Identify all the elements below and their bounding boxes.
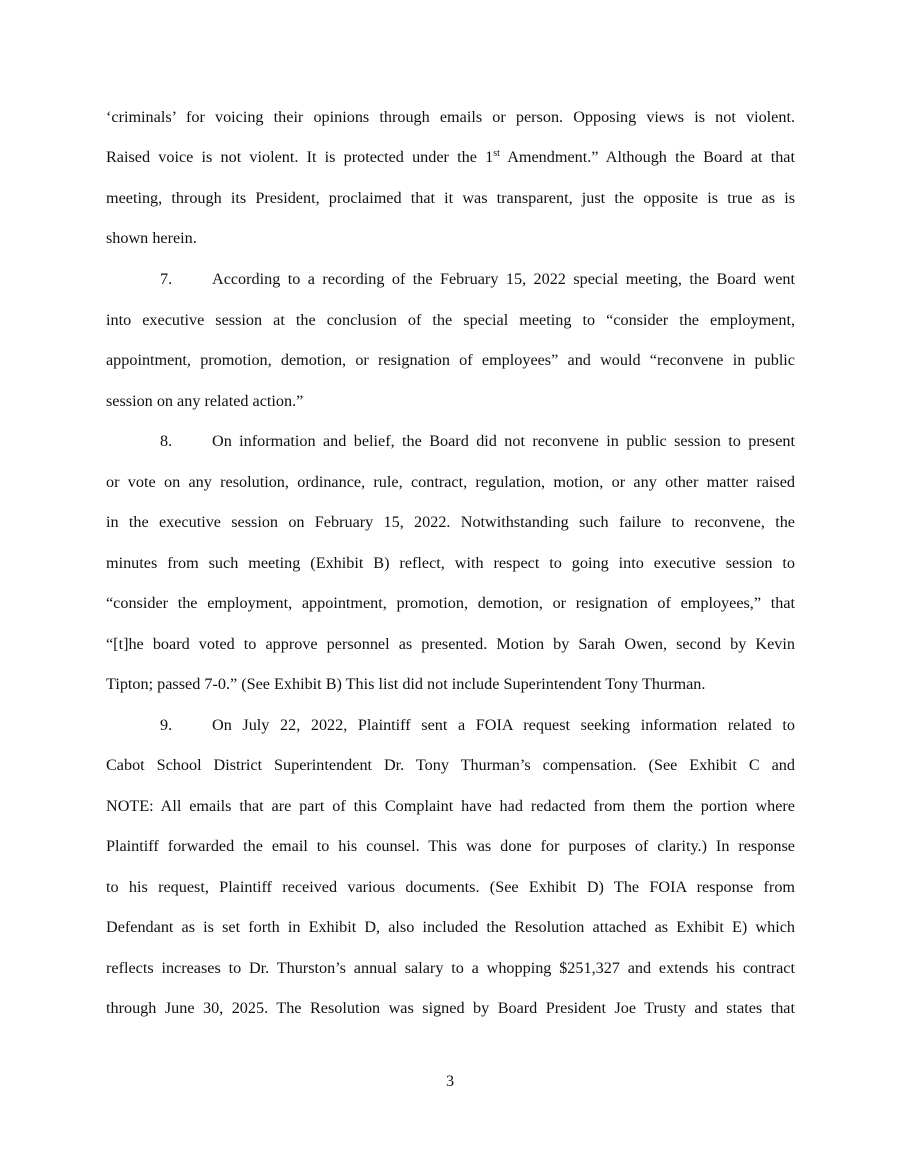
paragraph-9-line-5: to his request, Plaintiff received various documents. (See Exhibit D) The FOIA response from xyxy=(106,878,795,896)
paragraph-7-line-2: into executive session at the conclusion of the special meeting to “consider the employment, xyxy=(106,311,795,329)
paragraph-8-line-4: minutes from such meeting (Exhibit B) reflect, with respect to going into executive session to xyxy=(106,554,795,572)
paragraph-8-line-7: Tipton; passed 7-0.” (See Exhibit B) This list did not include Superintendent Tony Thurman. xyxy=(106,675,706,693)
paragraph-9-line-6: Defendant as is set forth in Exhibit D, also included the Resolution attached as Exhibit E) which xyxy=(106,918,795,936)
paragraph-7-number: 7. xyxy=(160,270,173,288)
paragraph-7-line-4: session on any related action.” xyxy=(106,392,304,410)
paragraph-9-line-2: Cabot School District Superintendent Dr. Tony Thurman’s compensation. (See Exhibit C and xyxy=(106,756,795,774)
ordinal-superscript: st xyxy=(493,148,500,159)
paragraph-7-line-1: According to a recording of the February 15, 2022 special meeting, the Board went xyxy=(212,270,795,288)
paragraph-9-line-1: On July 22, 2022, Plaintiff sent a FOIA request seeking information related to xyxy=(212,716,795,734)
paragraph-8-line-3: in the executive session on February 15, 2022. Notwithstanding such failure to reconvene, the xyxy=(106,513,795,531)
paragraph-9-line-7: reflects increases to Dr. Thurston’s annual salary to a whopping $251,327 and extends his contract xyxy=(106,959,795,977)
paragraph-9-number: 9. xyxy=(160,716,173,734)
paragraph-9-line-4: Plaintiff forwarded the email to his counsel. This was done for purposes of clarity.) In response xyxy=(106,837,795,855)
paragraph-8-line-5: “consider the employment, appointment, promotion, demotion, or resignation of employees,” that xyxy=(106,594,795,612)
paragraph-8-line-1: On information and belief, the Board did not reconvene in public session to present xyxy=(212,432,795,450)
page-number: 3 xyxy=(445,1072,455,1090)
paragraph-8-line-6: “[t]he board voted to approve personnel as presented. Motion by Sarah Owen, second by Kevin xyxy=(106,635,795,653)
paragraph-8-number: 8. xyxy=(160,432,173,450)
paragraph-9-line-8: through June 30, 2025. The Resolution was signed by Board President Joe Trusty and states that xyxy=(106,999,795,1017)
intro-line-2 xyxy=(106,146,795,168)
intro-line-3: meeting, through its President, proclaimed that it was transparent, just the opposite is true as is xyxy=(106,189,795,207)
intro-line-4: shown herein. xyxy=(106,229,197,247)
intro-line-2-start: Raised voice is not violent. It is protected under the 1 xyxy=(106,148,494,166)
paragraph-7-line-3: appointment, promotion, demotion, or resignation of employees” and would “reconvene in public xyxy=(106,351,795,369)
intro-line-1: ‘criminals’ for voicing their opinions through emails or person. Opposing views is not violent. xyxy=(106,108,795,126)
paragraph-8-line-2: or vote on any resolution, ordinance, rule, contract, regulation, motion, or any other matter raised xyxy=(106,473,795,491)
paragraph-9-line-3: NOTE: All emails that are part of this Complaint have had redacted from them the portion where xyxy=(106,797,795,815)
intro-line-2-end: Amendment.” Although the Board at that xyxy=(499,148,795,166)
